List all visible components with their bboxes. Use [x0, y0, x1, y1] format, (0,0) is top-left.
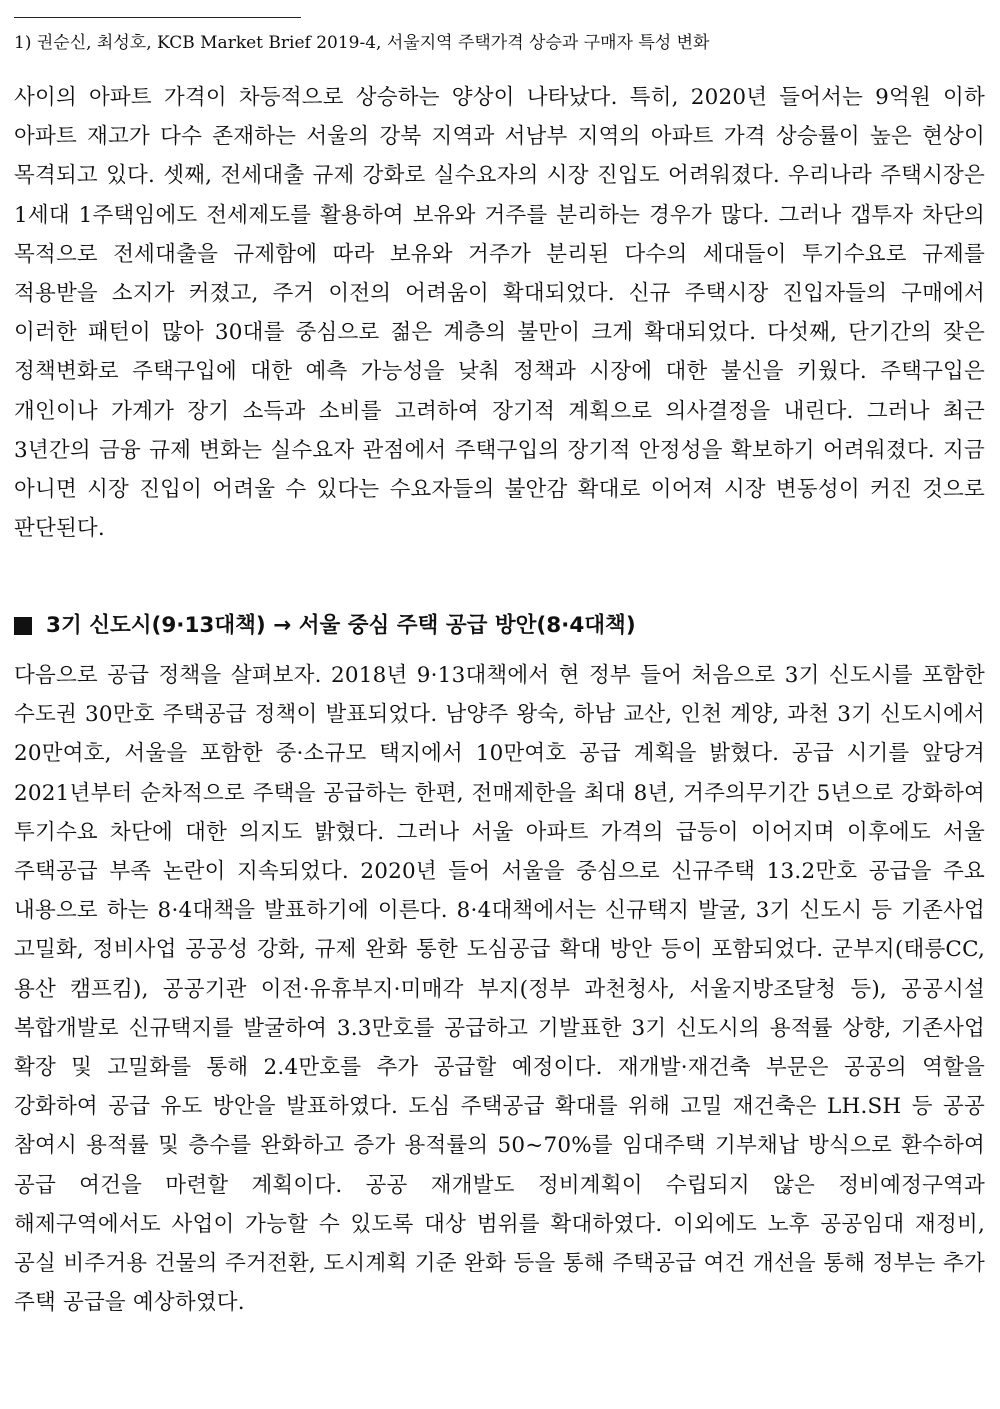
footnote: 1) 권순신, 최성호, KCB Market Brief 2019-4, 서울지역 주택가격 상승과 구매자 특성 변화 — [14, 33, 710, 53]
footnote-divider — [14, 17, 301, 18]
black-square-bullet-icon — [14, 617, 32, 635]
body-paragraph-1: 사이의 아파트 가격이 차등적으로 상승하는 양상이 나타났다. 특히, 2020년 들어서는 9억원 이하 아파트 재고가 다수 존재하는 서울의 강북 지역과 서남부 지역의 아파트 가격 상승률이 높은 현상이 목격되고 있다. 셋째, 전세대출 규제 강화로 실수요자의 시장 진입도 어려워졌다. 우리나라 주택시장은 1세대 1주택임에도 전세제도를 활용하여 보유와 거주를 분리하는 경우가 많다. 그러나 갭투자 차단의 목적으로 전세대출을 규제함에 따라 보유와 거주가 분리된 다수의 세대들이 투기수요로 규제를 적용받을 소지가 커졌고, 주거 이전의 어려움이 확대되었다. 신규 주택시장 진입자들의 구매에서 이러한 패턴이 많아 30대를 중심으로 젊은 계층의 불만이 크게 확대되었다. 다섯째, 단기간의 잦은 정책변화로 주택구입에 대한 예측 가능성을 낮춰 정책과 시장에 대한 불신을 키웠다. 주택구입은 개인이나 가계가 장기 소득과 소비를 고려하여 장기적 계획으로 의사결정을 내린다. 그러나 최근 3년간의 금융 규제 변화는 실수요자 관점에서 주택구입의 장기적 안정성을 확보하기 어려워졌다. 지금 아니면 시장 진입이 어려울 수 있다는 수요자들의 불안감 확대로 이어져 시장 변동성이 커진 것으로 판단된다. — [14, 85, 985, 542]
body-paragraph-2: 다음으로 공급 정책을 살펴보자. 2018년 9·13대책에서 현 정부 들어 처음으로 3기 신도시를 포함한 수도권 30만호 주택공급 정책이 발표되었다. 남양주 왕숙, 하남 교산, 인천 계양, 과천 3기 신도시에서 20만여호, 서울을 포함한 중·소규모 택지에서 10만여호 공급 계획을 밝혔다. 공급 시기를 앞당겨 2021년부터 순차적으로 주택을 공급하는 한편, 전매제한을 최대 8년, 거주의무기간 5년으로 강화하여 투기수요 차단에 대한 의지도 밝혔다. 그러나 서울 아파트 가격의 급등이 이어지며 이후에도 서울 주택공급 부족 논란이 지속되었다. 2020년 들어 서울을 중심으로 신규주택 13.2만호 공급을 주요 내용으로 하는 8·4대책을 발표하기에 이른다. 8·4대책에서는 신규택지 발굴, 3기 신도시 등 기존사업 고밀화, 정비사업 공공성 강화, 규제 완화 통한 도심공급 확대 방안 등이 포함되었다. 군부지(태릉CC, 용산 캠프킴), 공공기관 이전·유휴부지·미매각 부지(정부 과천청사, 서울지방조달청 등), 공공시설 복합개발로 신규택지를 발굴하여 3.3만호를 공급하고 기발표한 3기 신도시의 용적률 상향, 기존사업 확장 및 고밀화를 통해 2.4만호를 추가 공급할 예정이다. 재개발·재건축 부문은 공공의 역할을 강화하여 공급 유도 방안을 발표하였다. 도심 주택공급 확대를 위해 고밀 재건축은 LH.SH 등 공공 참여시 용적률 및 층수를 완화하고 증가 용적률의 50~70%를 임대주택 기부채납 방식으로 환수하여 공급 여건을 마련할 계획이다. 공공 재개발도 정비계획이 수립되지 않은 정비예정구역과 해제구역에서도 사업이 가능할 수 있도록 대상 범위를 확대하였다. 이외에도 노후 공공임대 재정비, 공실 비주거용 건물의 주거전환, 도시계획 기준 완화 등을 통해 주택공급 여건 개선을 통해 정부는 추가 주택 공급을 예상하였다. — [14, 663, 985, 1316]
section-heading-text: 3기 신도시(9·13대책) → 서울 중심 주택 공급 방안(8·4대책) — [46, 613, 636, 638]
section-heading — [14, 608, 985, 644]
